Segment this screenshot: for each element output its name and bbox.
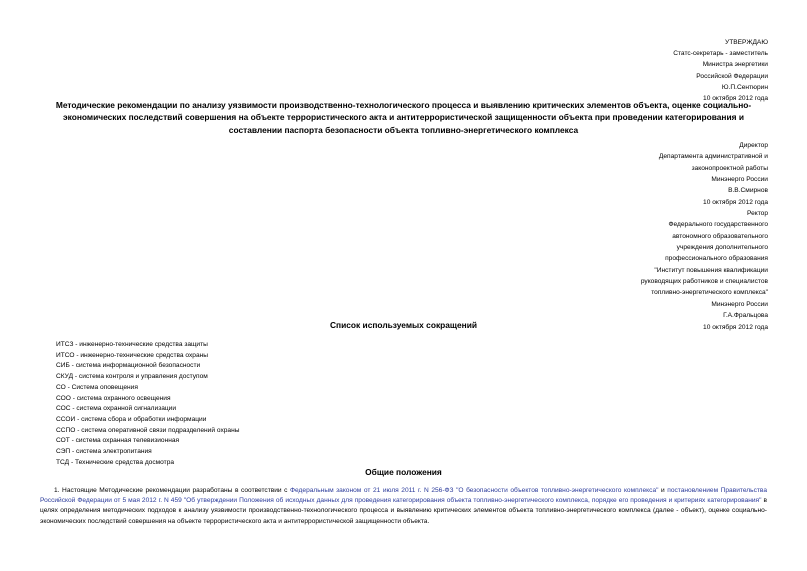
agreed-line: учреждения дополнительного — [676, 244, 768, 252]
abbreviation-item: ИТСЗ - инженерно-технические средства защиты — [56, 341, 208, 348]
agreed-line: Минэнерго России — [711, 176, 768, 184]
abbreviation-item: СИБ - система информационной безопасности — [56, 362, 201, 370]
approval-block — [673, 37, 768, 104]
agreed-line: Г.А.Фральцова — [723, 312, 768, 320]
agreed-line: 10 октября 2012 года — [703, 323, 768, 331]
paragraph-text: 1. Настоящие Методические рекомендации разработаны в соответствии с — [54, 487, 291, 494]
paragraph-1 — [40, 486, 767, 527]
agreed-line: топливно-энергетического комплекса" — [651, 289, 768, 297]
general-provisions-heading: Общие положения — [365, 467, 442, 477]
paragraph-text: и — [658, 487, 668, 494]
abbreviation-item: ССОИ - система сбора и обработки информации — [56, 415, 207, 423]
agreed-line: профессионального образования — [665, 255, 768, 263]
approval-line: 10 октября 2012 года — [703, 95, 768, 103]
abbreviation-item: ТСД - Технические средства досмотра — [56, 458, 175, 466]
federal-law-link[interactable]: Федеральным законом от 21 июля 2011 г. N 256-ФЗ "О безопасности объектов топливно-энергетического комплекса" — [290, 487, 659, 494]
abbreviations-heading: Список используемых сокращений — [330, 320, 477, 330]
agreed-line: Ректор — [746, 210, 768, 218]
agreed-line: Федерального государственного — [668, 221, 768, 229]
government-decree-link[interactable]: постановлением Правительства Российской Федерации от 5 мая 2012 г. N 459 "Об утверждении Положения об исходных данных для проведения категорирования объекта топливно-энергетического комплекса, порядке его проведения и критериях категорирования" — [40, 487, 767, 505]
agreed-line: В.В.Смирнов — [728, 187, 768, 195]
abbreviation-item: СЭП - система электропитания — [56, 448, 152, 456]
paragraph-text: в целях определения методических подходов к анализу уязвимости производственно-технологического процесса и выявлению критических элементов объекта топливно-энергетического комплекса (далее - объект), оценке социально-экономических последствий совершения на объекте террористического акта и антитеррористической защищенности объекта. — [40, 497, 768, 525]
approval-line: УТВЕРЖДАЮ — [725, 39, 768, 46]
agreed-line: Минэнерго России — [711, 300, 768, 308]
agreed-line: 10 октября 2012 года — [703, 198, 768, 206]
agreed-line: руководящих работников и специалистов — [640, 278, 768, 286]
approval-line: Статс-секретарь - заместитель — [673, 50, 768, 58]
agreed-line: Департамента административной и — [658, 153, 768, 161]
agreed-line: Директор — [739, 142, 768, 149]
approval-line: Российской Федерации — [696, 72, 768, 80]
abbreviation-item: СОТ - система охранная телевизионная — [56, 437, 180, 445]
agreed-line: законопроектной работы — [691, 164, 768, 172]
abbreviation-item: СОС - система охранной сигнализации — [56, 405, 177, 413]
approval-line: Ю.П.Сентюрин — [721, 83, 768, 91]
abbreviation-item: СКУД - система контроля и управления доступом — [56, 373, 208, 381]
abbreviation-item: ИТСО - инженерно-технические средства охраны — [56, 351, 208, 359]
agreed-line: "Институт повышения квалификации — [654, 266, 768, 274]
abbreviation-item: ССПО - система оперативной связи подразделений охраны — [56, 426, 240, 434]
approval-line: Министра энергетики — [702, 61, 768, 69]
abbreviation-item: СОО - система охранного освещения — [56, 394, 171, 402]
agreed-block — [641, 140, 768, 333]
abbreviations-list — [56, 340, 239, 468]
abbreviation-item: СО - Система оповещения — [56, 383, 138, 391]
document-title: Методические рекомендации по анализу уязвимости производственно-технологического процесса и выявлению критических элементов объекта, оценке социально-экономических последствий совершения на объекте террористического акта и антитеррористической защищенности объекта при проведении категорирования и составлении паспорта безопасности объекта топливно-энергетического комплекса — [55, 100, 752, 135]
agreed-line: автономного образовательного — [672, 232, 768, 240]
